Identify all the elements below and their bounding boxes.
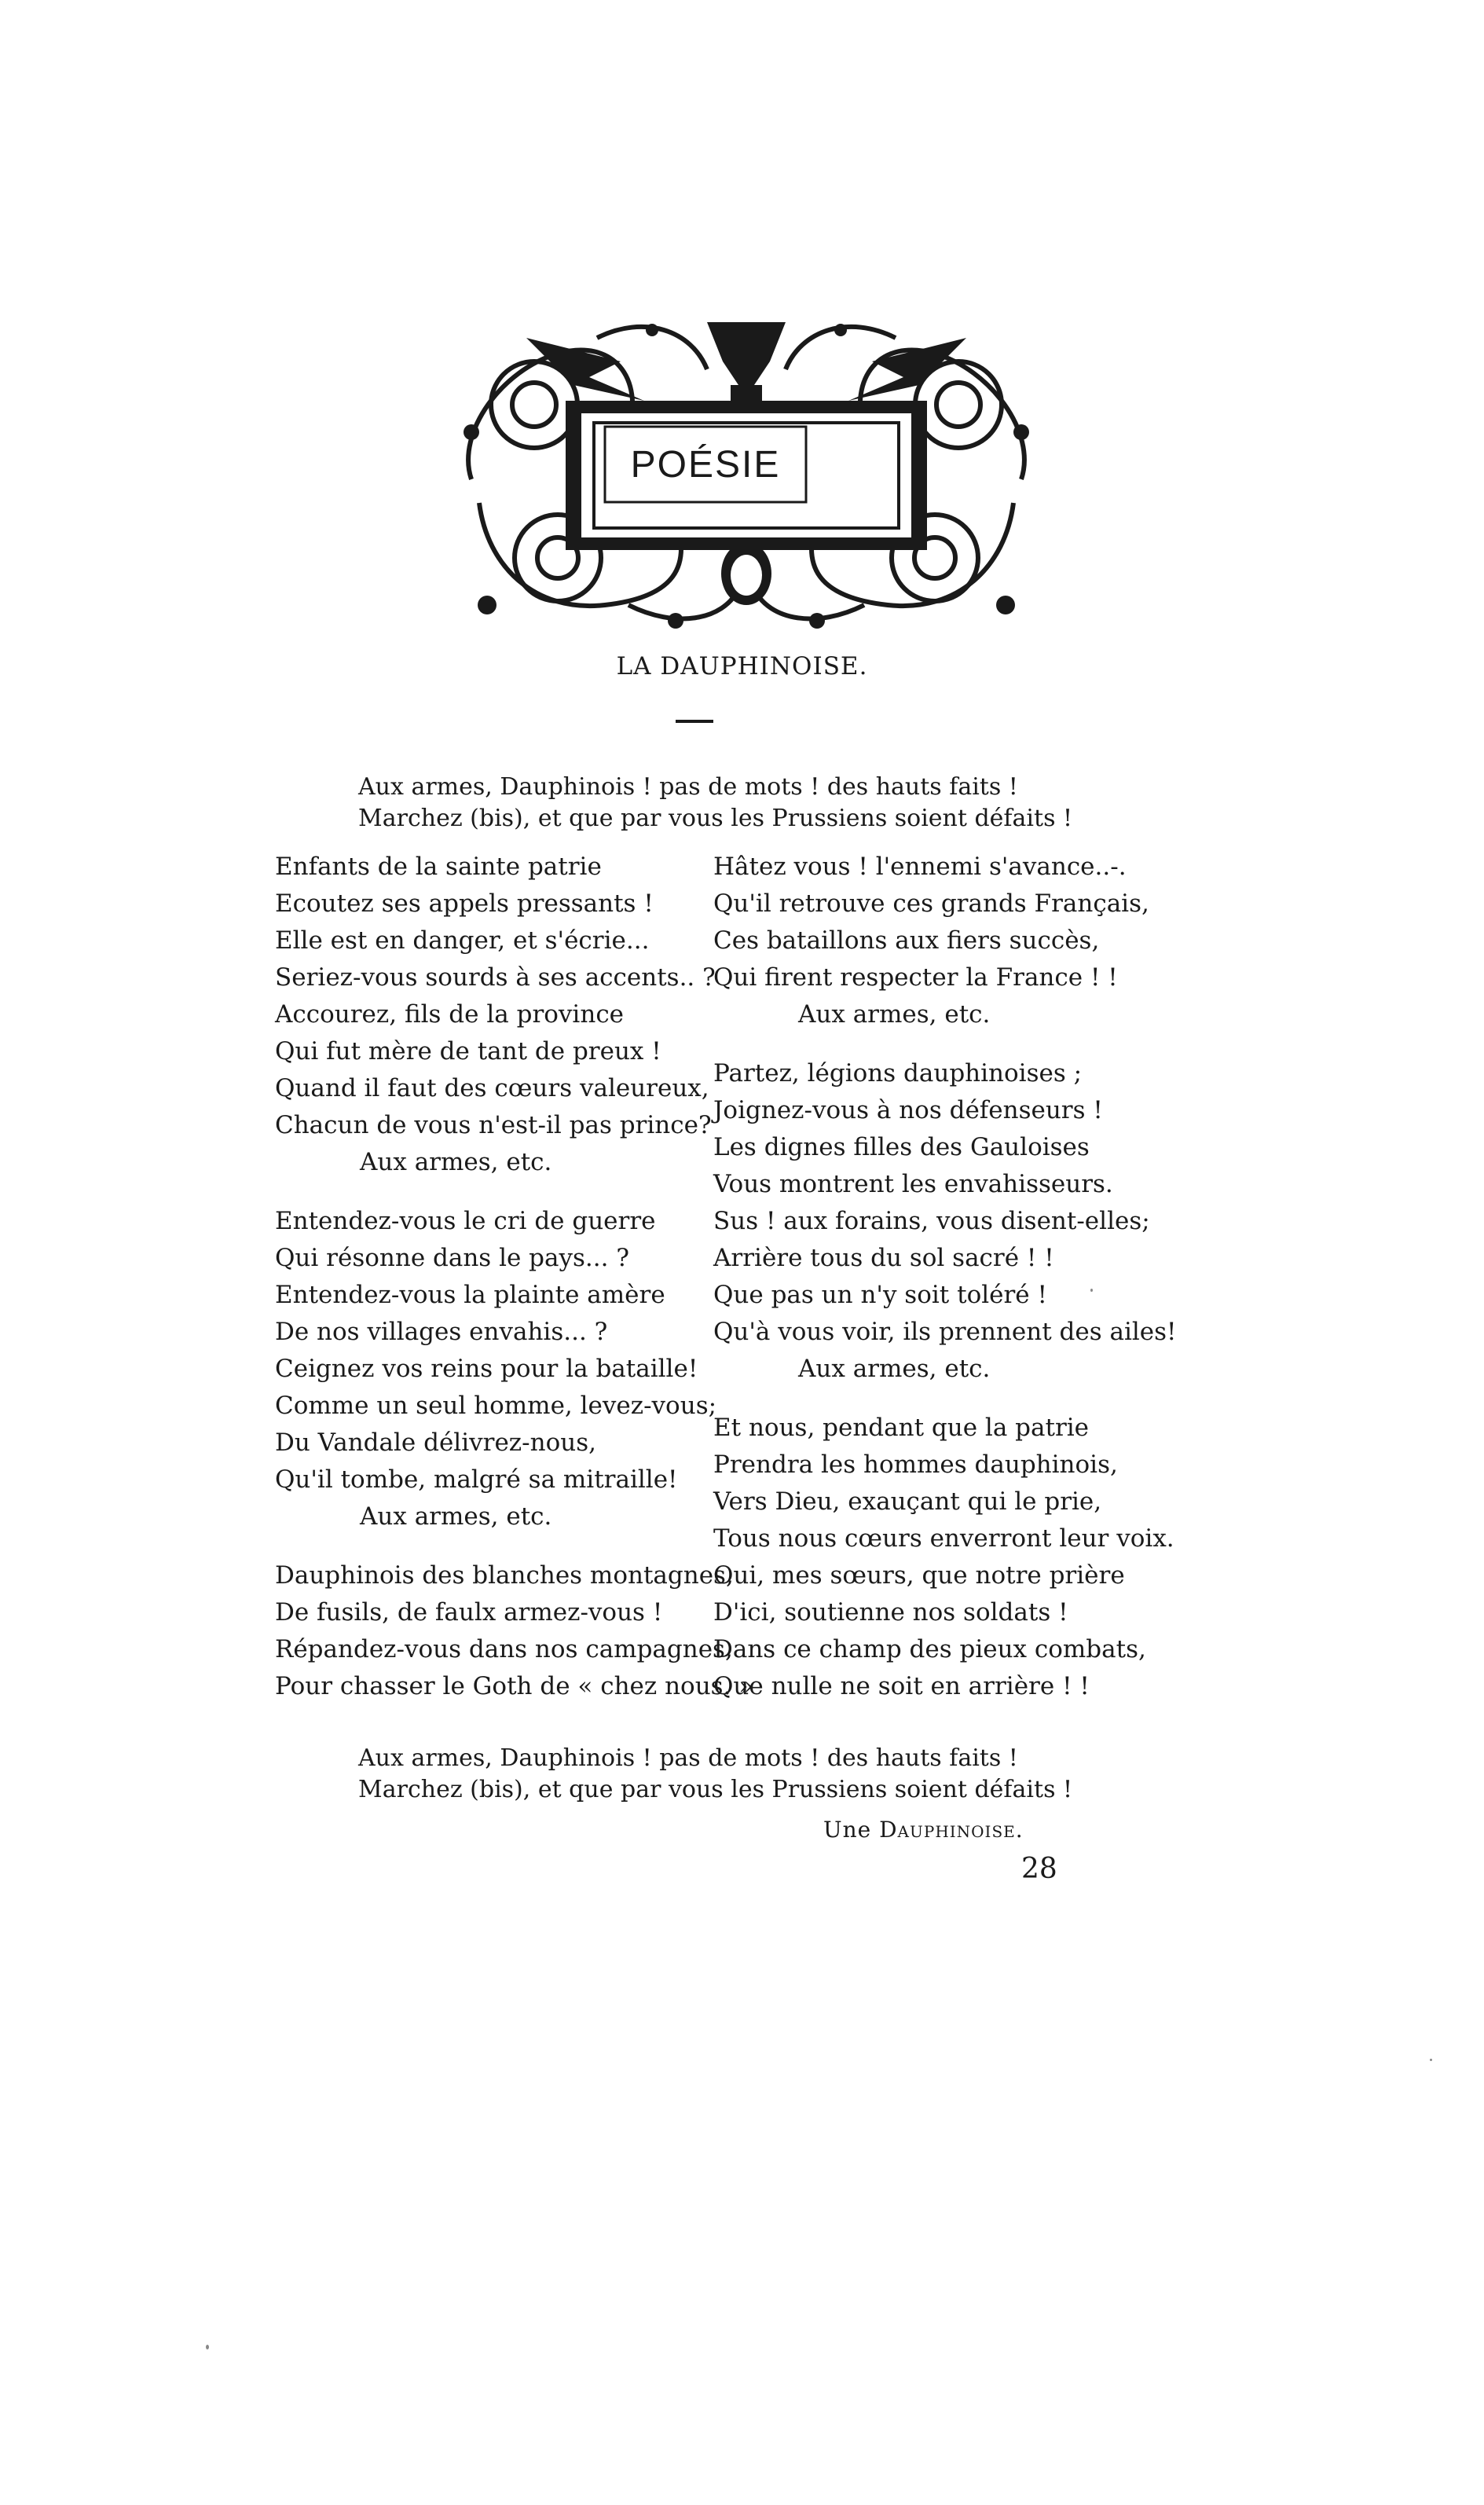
title-divider [676,720,713,723]
verse-line: Les dignes filles des Gauloises [713,1133,1090,1161]
verse-line: Dauphinois des blanches montagnes, [275,1561,734,1590]
stanza [275,1557,754,1705]
verse-line: Qu'il tombe, malgré sa mitraille! [275,1465,678,1494]
ornament-label: POÉSIE [630,443,781,486]
verse-line: D'ici, soutienne nos soldats ! [713,1598,1068,1627]
stanza [713,1055,1177,1388]
verse-line: Accourez, fils de la province [275,1000,625,1029]
verse-line: Que pas un n'y soit toléré ! [713,1281,1047,1309]
verse-line: De fusils, de faulx armez-vous ! [275,1598,663,1627]
right-column [713,849,1177,1727]
verse-line: Du Vandale délivrez-nous, [275,1429,596,1457]
refrain-top [358,772,1072,834]
verse-line: Vous montrent les envahisseurs. [713,1170,1113,1198]
chorus-line: Aux armes, etc. [798,1355,991,1383]
left-column [275,849,754,1727]
verse-line: Comme un seul homme, levez-vous; [275,1392,717,1420]
verse-line: Enfants de la sainte patrie [275,853,602,881]
verse-line: Partez, légions dauphinoises ; [713,1059,1083,1087]
verse-line: Qui firent respecter la France ! ! [713,963,1118,992]
verse-line: Chacun de vous n'est-il pas prince? [275,1111,712,1139]
verse-line: Oui, mes sœurs, que notre prière [713,1561,1125,1590]
refrain-line: Marchez (bis), et que par vous les Prussiens soient défaits ! [358,1776,1073,1803]
verse-line: Et nous, pendant que la patrie [713,1414,1090,1442]
signature-prefix: Une [823,1817,872,1843]
verse-line: Seriez-vous sourds à ses accents.. ? [275,963,716,992]
verse-line: Ceignez vos reins pour la bataille! [275,1355,698,1383]
signature-name: Dauphinoise. [879,1817,1024,1843]
chorus-line: Aux armes, etc. [360,1502,552,1531]
verse-line: Hâtez vous ! l'ennemi s'avance..-. [713,853,1127,881]
refrain-line: Aux armes, Dauphinois ! pas de mots ! des hauts faits ! [358,773,1018,801]
stanza [275,1203,715,1535]
refrain-bottom [358,1743,1072,1806]
verse-line: Quand il faut des cœurs valeureux, [275,1074,709,1102]
verse-line: Ecoutez ses appels pressants ! [275,889,654,918]
verse-line: Sus ! aux forains, vous disent-elles; [713,1207,1150,1235]
chorus-line: Aux armes, etc. [360,1148,552,1176]
refrain-line: Marchez (bis), et que par vous les Prussiens soient défaits ! [358,805,1073,832]
verse-line: Qu'il retrouve ces grands Français, [713,889,1149,918]
refrain-line: Aux armes, Dauphinois ! pas de mots ! des hauts faits ! [358,1744,1018,1772]
paper-speck [1090,1289,1093,1292]
chorus-line: Aux armes, etc. [798,1000,991,1029]
stanza [713,1410,1174,1705]
signature [823,1817,1024,1843]
verse-line: Arrière tous du sol sacré ! ! [713,1244,1054,1272]
verse-line: Entendez-vous le cri de guerre [275,1207,656,1235]
stanza [275,849,715,1181]
verse-line: Ces bataillons aux fiers succès, [713,926,1100,955]
verse-line: Qui fut mère de tant de preux ! [275,1037,661,1065]
verse-line: Prendra les hommes dauphinois, [713,1451,1118,1479]
verse-line: Qui résonne dans le pays... ? [275,1244,629,1272]
verse-line: Que nulle ne soit en arrière ! ! [713,1672,1090,1700]
verse-line: Dans ce champ des pieux combats, [713,1635,1146,1663]
paper-speck [1430,2059,1432,2061]
page-number: 28 [1021,1853,1057,1885]
paper-speck [206,2345,209,2349]
verse-line: Entendez-vous la plainte amère [275,1281,665,1309]
verse-line: Qu'à vous voir, ils prennent des ailes! [713,1318,1177,1346]
verse-line: Joignez-vous à nos défenseurs ! [713,1096,1103,1124]
verse-line: Répandez-vous dans nos campagnes, [275,1635,733,1663]
verse-line: Vers Dieu, exauçant qui le prie, [713,1487,1102,1516]
verse-line: Elle est en danger, et s'écrie... [275,926,650,955]
poem-title: LA DAUPHINOISE. [616,652,868,680]
verse-line: Pour chasser le Goth de « chez nous. » [275,1672,754,1700]
stanza [713,849,1153,1033]
verse-line: Tous nous cœurs enverront leur voix. [713,1524,1174,1553]
verse-line: De nos villages envahis... ? [275,1318,608,1346]
